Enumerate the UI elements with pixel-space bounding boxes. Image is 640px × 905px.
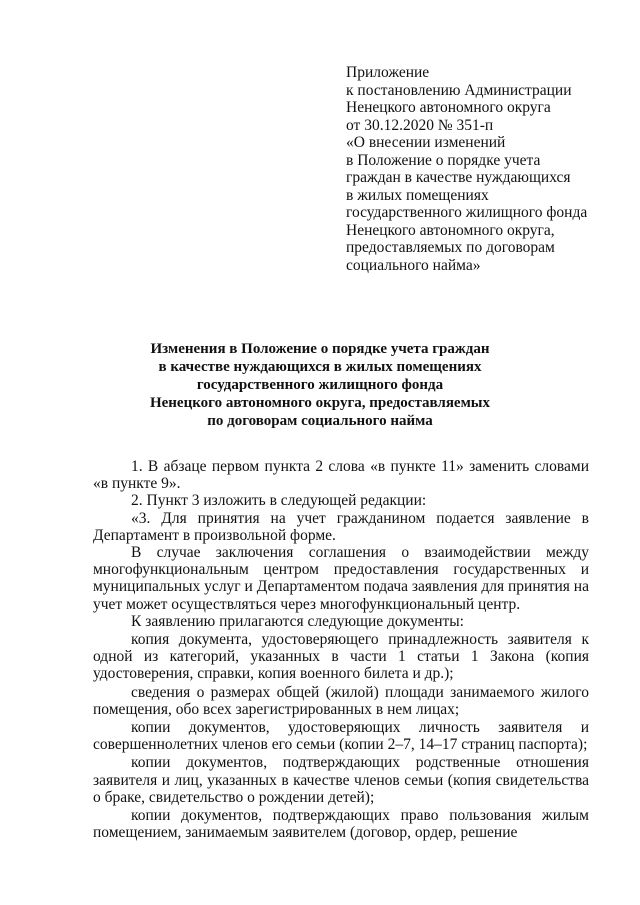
document-title — [60, 340, 580, 430]
title-line: Ненецкого автономного округа, предоставляемых — [149, 395, 491, 411]
appendix-line: «О внесении изменений — [346, 134, 506, 151]
appendix-line: Ненецкого автономного округа — [346, 99, 551, 116]
paragraph: копия документа, удостоверяющего принадлежность заявителя к одной из категорий, указанных в части 1 статьи 1 Закона (копия удостоверения, справки, копия военного билета и др.); — [93, 631, 589, 683]
paragraph: копии документов, подтверждающих родственные отношения заявителя и лиц, указанных в качестве членов семьи (копия свидетельства о браке, свидетельство о рождении детей); — [93, 754, 589, 806]
appendix-line: социального найма» — [346, 256, 481, 274]
paragraph: копии документов, удостоверяющих личность заявителя и совершеннолетних членов его семьи (копии 2–7, 14–17 страниц паспорта); — [93, 719, 589, 754]
appendix-line: к постановлению Администрации — [346, 81, 572, 99]
paragraph: копии документов, подтверждающих право пользования жилым помещением, занимаемым заявителем (договор, ордер, решение — [93, 807, 589, 842]
title-line: по договорам социального найма — [207, 413, 433, 429]
appendix-line: от 30.12.2020 № 351-п — [346, 116, 494, 134]
appendix-header — [346, 64, 636, 274]
appendix-line: в жилых помещениях — [346, 186, 489, 204]
appendix-line: государственного жилищного фонда — [346, 204, 588, 221]
appendix-line: граждан в качестве нуждающихся — [346, 169, 571, 186]
title-line: государственного жилищного фонда — [196, 377, 444, 393]
document-body — [93, 458, 589, 841]
title-line: Изменения в Положение о порядке учета граждан — [150, 341, 490, 357]
appendix-line: Ненецкого автономного округа, — [346, 221, 555, 239]
appendix-line: Приложение — [346, 64, 430, 81]
appendix-line: предоставляемых по договорам — [346, 239, 555, 256]
paragraph: «3. Для принятия на учет гражданином подается заявление в Департамент в произвольной форме. — [93, 509, 589, 544]
paragraph: 1. В абзаце первом пункта 2 слова «в пункте 11» заменить словами «в пункте 9». — [93, 458, 589, 493]
appendix-line: в Положение о порядке учета — [346, 151, 541, 169]
paragraph: В случае заключения соглашения о взаимодействии между многофункциональным центром предоставления государственных и муниципальных услуг и Департаментом подача заявления для принятия на учет может осуществляться через многофункциональный центр. — [93, 544, 589, 613]
paragraph: 2. Пункт 3 изложить в следующей редакции: — [131, 492, 427, 510]
paragraph: К заявлению прилагаются следующие документы: — [131, 612, 464, 630]
paragraph: сведения о размерах общей (жилой) площади занимаемого жилого помещения, обо всех зарегистрированных в нем лицах; — [93, 683, 589, 718]
title-line: в качестве нуждающихся в жилых помещениях — [158, 359, 482, 375]
